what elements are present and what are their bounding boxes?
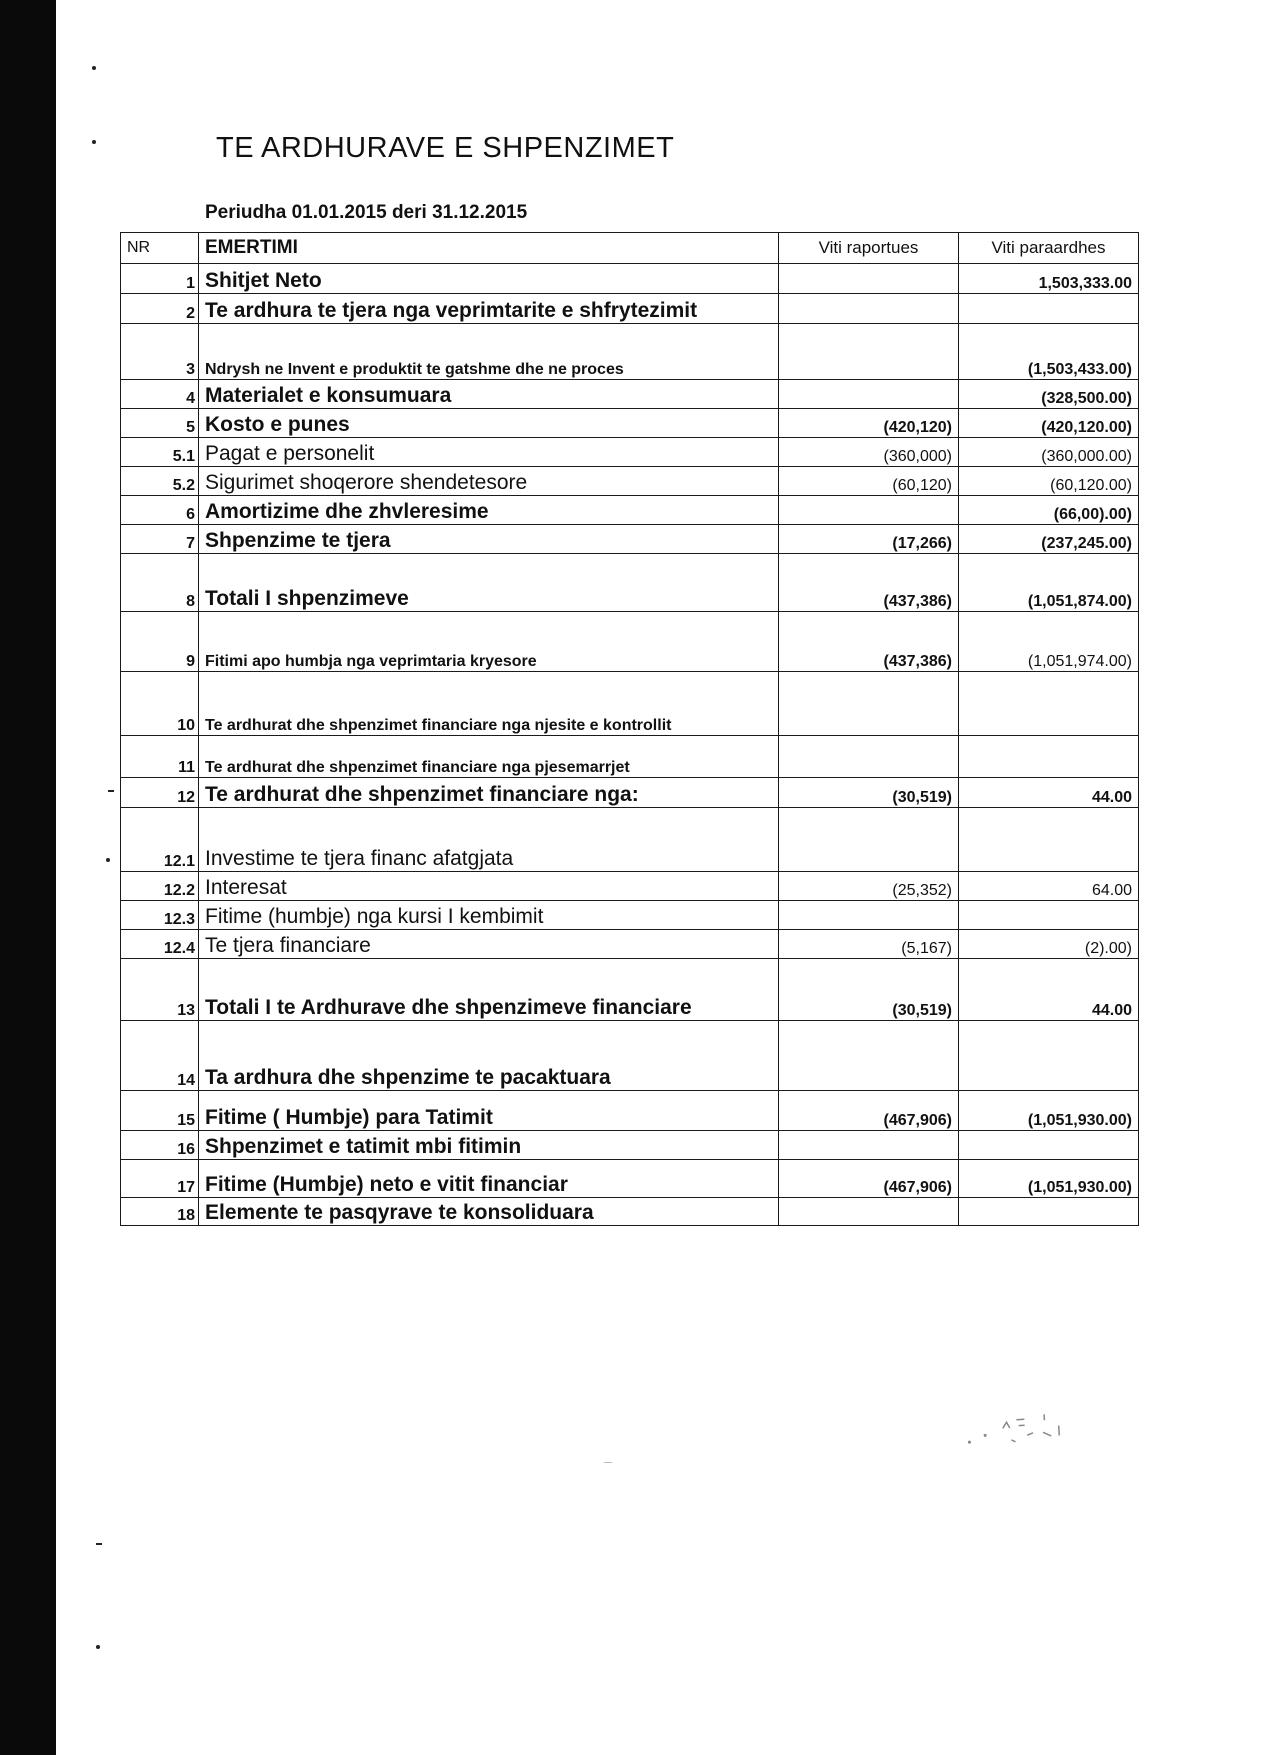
row-nr: 9 (121, 612, 199, 672)
row-current: (17,266) (779, 525, 959, 554)
row-nr: 4 (121, 380, 199, 409)
header-name: EMERTIMI (199, 233, 779, 264)
row-name: Sigurimet shoqerore shendetesore (199, 467, 779, 496)
row-nr: 10 (121, 672, 199, 736)
row-nr: 5.1 (121, 438, 199, 467)
row-name: Elemente te pasqyrave te konsoliduara (199, 1198, 779, 1226)
row-nr: 16 (121, 1131, 199, 1160)
row-name: Shpenzimet e tatimit mbi fitimin (199, 1131, 779, 1160)
row-name: Kosto e punes (199, 409, 779, 438)
row-name: Te ardhurat dhe shpenzimet financiare nga pjesemarrjet (199, 736, 779, 778)
row-current: (5,167) (779, 930, 959, 959)
table-row (121, 778, 1139, 808)
row-name: Shitjet Neto (199, 264, 779, 294)
row-name: Amortizime dhe zhvleresime (199, 496, 779, 525)
table-row (121, 872, 1139, 901)
row-previous (959, 808, 1139, 872)
row-nr: 3 (121, 324, 199, 380)
row-current (779, 672, 959, 736)
table-row (121, 496, 1139, 525)
row-nr: 11 (121, 736, 199, 778)
row-name: Shpenzime te tjera (199, 525, 779, 554)
row-nr: 12.1 (121, 808, 199, 872)
row-previous: 44.00 (959, 959, 1139, 1021)
table-row (121, 1091, 1139, 1131)
row-name: Te ardhurat dhe shpenzimet financiare nga njesite e kontrollit (199, 672, 779, 736)
table-row (121, 930, 1139, 959)
row-previous: (328,500.00) (959, 380, 1139, 409)
row-name: Fitime (humbje) nga kursi I kembimit (199, 901, 779, 930)
row-current: (360,000) (779, 438, 959, 467)
row-nr: 5.2 (121, 467, 199, 496)
row-current: (467,906) (779, 1160, 959, 1198)
table-row (121, 1021, 1139, 1091)
header-previous-year: Viti paraardhes (959, 233, 1139, 264)
table-row (121, 612, 1139, 672)
table-row (121, 294, 1139, 324)
document-title: TE ARDHURAVE E SHPENZIMET (216, 132, 675, 164)
table-row (121, 1160, 1139, 1198)
row-current (779, 1131, 959, 1160)
scan-speck (106, 858, 110, 862)
header-current-year: Viti raportues (779, 233, 959, 264)
header-nr: NR (121, 233, 199, 264)
row-nr: 17 (121, 1160, 199, 1198)
row-previous: (66,00).00) (959, 496, 1139, 525)
scan-speck (92, 140, 96, 144)
table-row (121, 380, 1139, 409)
row-previous: 44.00 (959, 778, 1139, 808)
table-row (121, 264, 1139, 294)
row-current: (30,519) (779, 959, 959, 1021)
row-name: Materialet e konsumuara (199, 380, 779, 409)
table-row (121, 525, 1139, 554)
row-previous: (1,051,874.00) (959, 554, 1139, 612)
table-header-row (121, 233, 1139, 264)
row-name: Totali I shpenzimeve (199, 554, 779, 612)
row-current (779, 496, 959, 525)
row-nr: 12.2 (121, 872, 199, 901)
scan-speck (92, 66, 96, 70)
row-previous: (237,245.00) (959, 525, 1139, 554)
row-previous: (2).00) (959, 930, 1139, 959)
table-row (121, 736, 1139, 778)
scan-speck (108, 790, 114, 792)
row-nr: 7 (121, 525, 199, 554)
scan-speck (604, 1462, 612, 1463)
row-nr: 18 (121, 1198, 199, 1226)
row-nr: 15 (121, 1091, 199, 1131)
row-name: Pagat e personelit (199, 438, 779, 467)
row-previous: (360,000.00) (959, 438, 1139, 467)
row-current (779, 901, 959, 930)
row-current: (30,519) (779, 778, 959, 808)
income-statement-table (120, 232, 1138, 1226)
row-nr: 13 (121, 959, 199, 1021)
period-label: Periudha 01.01.2015 deri 31.12.2015 (205, 202, 528, 223)
stamp-marks (954, 1401, 1106, 1459)
row-name: Fitimi apo humbja nga veprimtaria kryesore (199, 612, 779, 672)
row-previous (959, 672, 1139, 736)
row-nr: 8 (121, 554, 199, 612)
scan-edge (0, 0, 56, 1755)
row-nr: 12.3 (121, 901, 199, 930)
table-row (121, 901, 1139, 930)
row-current (779, 380, 959, 409)
row-previous: (1,051,974.00) (959, 612, 1139, 672)
row-nr: 1 (121, 264, 199, 294)
row-nr: 14 (121, 1021, 199, 1091)
row-previous (959, 1131, 1139, 1160)
row-current: (437,386) (779, 554, 959, 612)
row-nr: 2 (121, 294, 199, 324)
row-current: (60,120) (779, 467, 959, 496)
row-current: (25,352) (779, 872, 959, 901)
table-row (121, 467, 1139, 496)
row-previous: (420,120.00) (959, 409, 1139, 438)
row-previous (959, 294, 1139, 324)
row-name: Interesat (199, 872, 779, 901)
row-previous (959, 1198, 1139, 1226)
row-previous: 64.00 (959, 872, 1139, 901)
row-current (779, 1198, 959, 1226)
table-row (121, 324, 1139, 380)
table-row (121, 409, 1139, 438)
row-current (779, 294, 959, 324)
row-previous: (60,120.00) (959, 467, 1139, 496)
row-name: Te tjera financiare (199, 930, 779, 959)
table-row (121, 959, 1139, 1021)
row-nr: 6 (121, 496, 199, 525)
row-previous (959, 1021, 1139, 1091)
row-name: Ndrysh ne Invent e produktit te gatshme dhe ne proces (199, 324, 779, 380)
row-previous: (1,051,930.00) (959, 1160, 1139, 1198)
table-row (121, 808, 1139, 872)
row-current: (437,386) (779, 612, 959, 672)
scan-speck (96, 1543, 102, 1545)
row-current (779, 808, 959, 872)
row-name: Te ardhura te tjera nga veprimtarite e shfrytezimit (199, 294, 779, 324)
row-nr: 12.4 (121, 930, 199, 959)
table-row (121, 1198, 1139, 1226)
row-nr: 5 (121, 409, 199, 438)
row-previous (959, 736, 1139, 778)
row-previous (959, 901, 1139, 930)
row-name: Ta ardhura dhe shpenzime te pacaktuara (199, 1021, 779, 1091)
table-row (121, 438, 1139, 467)
row-current (779, 324, 959, 380)
row-name: Totali I te Ardhurave dhe shpenzimeve financiare (199, 959, 779, 1021)
row-name: Te ardhurat dhe shpenzimet financiare nga: (199, 778, 779, 808)
table-row (121, 1131, 1139, 1160)
row-previous: 1,503,333.00 (959, 264, 1139, 294)
row-previous: (1,051,930.00) (959, 1091, 1139, 1131)
scan-speck (96, 1645, 100, 1649)
row-name: Fitime ( Humbje) para Tatimit (199, 1091, 779, 1131)
row-name: Investime te tjera financ afatgjata (199, 808, 779, 872)
table-row (121, 554, 1139, 612)
row-current (779, 264, 959, 294)
row-current: (420,120) (779, 409, 959, 438)
row-name: Fitime (Humbje) neto e vitit financiar (199, 1160, 779, 1198)
row-current (779, 736, 959, 778)
row-nr: 12 (121, 778, 199, 808)
row-previous: (1,503,433.00) (959, 324, 1139, 380)
row-current: (467,906) (779, 1091, 959, 1131)
table-row (121, 672, 1139, 736)
faint-stamp-mark (954, 1401, 1107, 1462)
row-current (779, 1021, 959, 1091)
